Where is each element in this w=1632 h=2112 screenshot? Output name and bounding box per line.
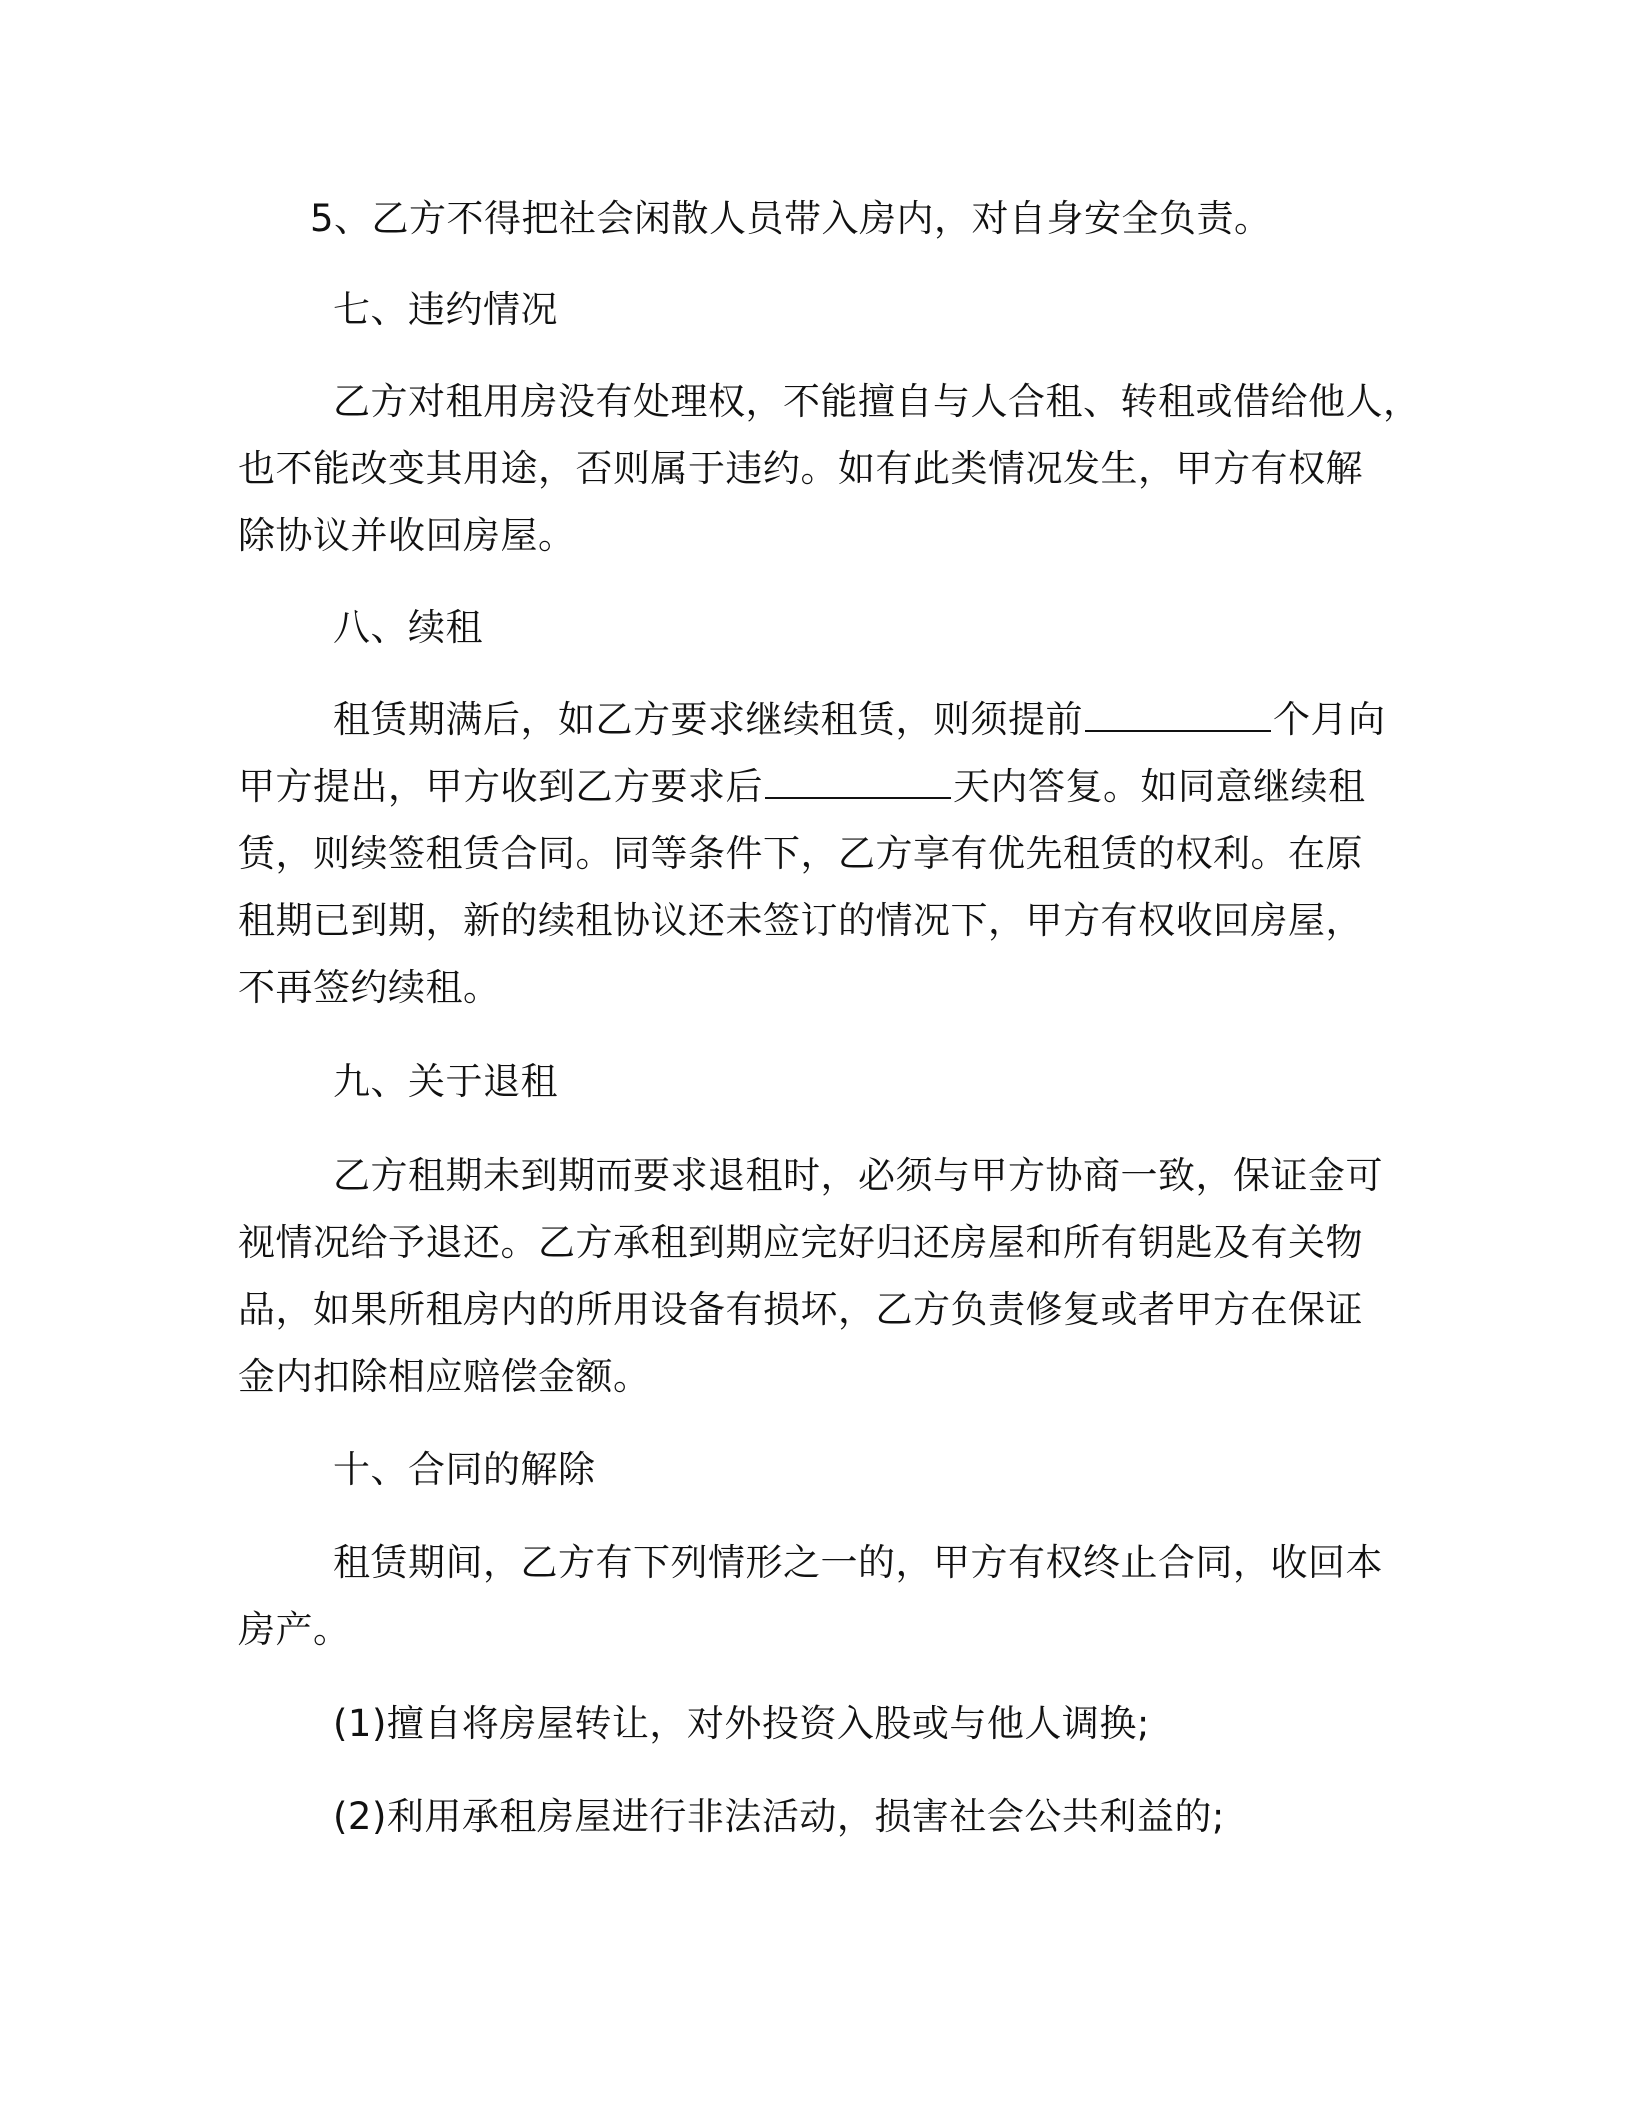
paragraph-line-text: 租赁期间，乙方有下列情形之一的，甲方有权终止合同，收回本 [333, 1541, 1383, 1584]
paragraph-line [238, 963, 1418, 1013]
paragraph-line [238, 1605, 1418, 1655]
fill-blank-days [765, 763, 951, 799]
paragraph-line [333, 377, 1513, 427]
clause-item-5-text: 5、乙方不得把社会闲散人员带入房内，对自身安全负责。 [310, 197, 1272, 240]
section-heading-10-text: 十、合同的解除 [333, 1448, 596, 1491]
clause-item-5 [310, 194, 1490, 244]
paragraph-line-text: 赁，则续签租赁合同。同等条件下，乙方享有优先租赁的权利。在原 [238, 832, 1363, 875]
paragraph-line-text: 甲方提出，甲方收到乙方要求后 [238, 765, 763, 808]
section-heading-7 [333, 285, 1513, 335]
paragraph-line [238, 511, 1418, 561]
paragraph-line-text: 也不能改变其用途，否则属于违约。如有此类情况发生，甲方有权解 [238, 447, 1363, 490]
paragraph-line [333, 695, 1513, 745]
section-heading-7-text: 七、违约情况 [333, 288, 558, 331]
paragraph-line-text: 不再签约续租。 [238, 966, 501, 1009]
paragraph-line-text: 租期已到期，新的续租协议还未签订的情况下，甲方有权收回房屋， [238, 899, 1363, 942]
paragraph-line [238, 1352, 1418, 1402]
paragraph-line-text: 除协议并收回房屋。 [238, 514, 576, 557]
paragraph-line-text: 乙方对租用房没有处理权，不能擅自与人合租、转租或借给他人， [333, 380, 1421, 423]
list-item [333, 1699, 1513, 1749]
paragraph-line-text: 租赁期满后，如乙方要求继续租赁，则须提前 [333, 698, 1083, 741]
section-heading-9 [333, 1057, 1513, 1107]
section-heading-8 [333, 603, 1513, 653]
paragraph-line [333, 1538, 1513, 1588]
paragraph-line-text: 乙方租期未到期而要求退租时，必须与甲方协商一致，保证金可 [333, 1154, 1383, 1197]
fill-blank-months [1085, 696, 1271, 732]
paragraph-line [238, 762, 1418, 812]
list-item [333, 1792, 1513, 1842]
paragraph-line [238, 444, 1418, 494]
paragraph-line [238, 896, 1418, 946]
section-heading-8-text: 八、续租 [333, 606, 483, 649]
paragraph-line-text: 天内答复。如同意继续租 [953, 765, 1366, 808]
section-heading-9-text: 九、关于退租 [333, 1060, 558, 1103]
paragraph-line-text: 个月向 [1273, 698, 1386, 741]
paragraph-line-text: 视情况给予退还。乙方承租到期应完好归还房屋和所有钥匙及有关物 [238, 1221, 1363, 1264]
paragraph-line [333, 1151, 1513, 1201]
list-item-text: (2)利用承租房屋进行非法活动，损害社会公共利益的; [333, 1795, 1225, 1838]
paragraph-line-text: 品，如果所租房内的所用设备有损坏，乙方负责修复或者甲方在保证 [238, 1288, 1363, 1331]
paragraph-line [238, 829, 1418, 879]
paragraph-line [238, 1285, 1418, 1335]
section-heading-10 [333, 1445, 1513, 1495]
list-item-text: (1)擅自将房屋转让，对外投资入股或与他人调换; [333, 1702, 1150, 1745]
paragraph-line [238, 1218, 1418, 1268]
paragraph-line-text: 房产。 [238, 1608, 351, 1651]
paragraph-line-text: 金内扣除相应赔偿金额。 [238, 1355, 651, 1398]
